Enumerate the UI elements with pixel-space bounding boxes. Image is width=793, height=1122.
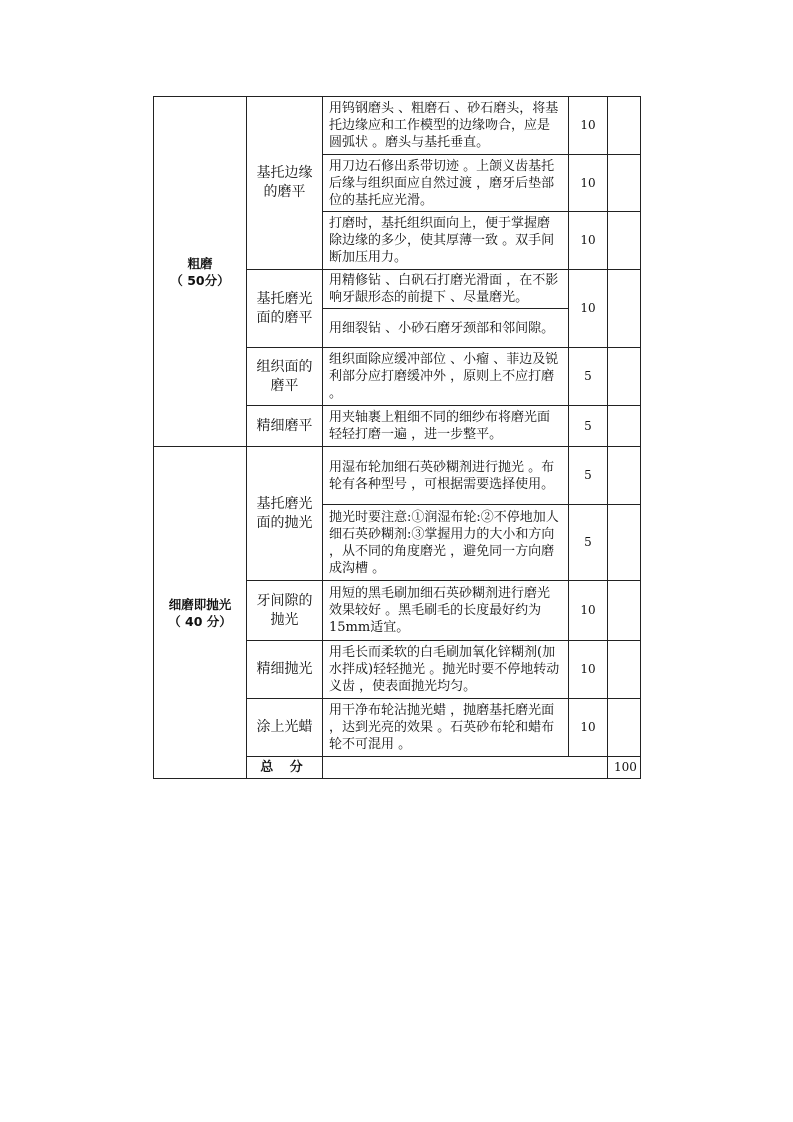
blank-cell — [608, 212, 641, 270]
category-fine-polishing — [154, 447, 247, 779]
total-score: 100 — [608, 757, 641, 779]
subitem-label: 基托磨光面的抛光 — [247, 447, 323, 581]
subitem-label: 基托边缘的磨平 — [247, 97, 323, 270]
category-rough-grinding — [154, 97, 247, 447]
subitem-label: 精细抛光 — [247, 641, 323, 699]
row-score: 5 — [569, 348, 608, 406]
blank-cell — [608, 447, 641, 505]
category-name: 细磨即抛光 — [168, 596, 232, 612]
row-score: 10 — [569, 581, 608, 641]
row-description: 用精修钻 、白矾石打磨光滑面 ，在不影响牙龈形态的前提下 、尽量磨光。 — [323, 270, 569, 309]
blank-cell — [608, 505, 641, 581]
row-description: 用毛长而柔软的白毛刷加氧化锌糊剂(加水拌成)轻轻抛光 。抛光时要不停地转动义齿 ，使表面抛光均匀。 — [323, 641, 569, 699]
grading-table — [153, 96, 641, 779]
blank-cell — [608, 581, 641, 641]
blank-cell — [608, 97, 641, 155]
total-label: 总 分 — [247, 757, 323, 779]
row-score: 10 — [569, 641, 608, 699]
subitem-label: 基托磨光面的磨平 — [247, 270, 323, 348]
category-name: 粗磨 — [187, 255, 213, 271]
table-row — [154, 447, 641, 505]
row-description: 抛光时要注意:①润湿布轮:②不停地加人细石英砂糊剂:③掌握用力的大小和方向 ，从不同的角度磨光 ，避免同一方向磨成沟槽 。 — [323, 505, 569, 581]
row-description: 用细裂钻 、小砂石磨牙颈部和邻间隙。 — [323, 309, 569, 348]
row-score: 10 — [569, 97, 608, 155]
blank-cell — [323, 757, 608, 779]
subitem-label: 涂上光蜡 — [247, 699, 323, 757]
subitem-label: 牙间隙的抛光 — [247, 581, 323, 641]
subitem-label: 组织面的磨平 — [247, 348, 323, 406]
row-description: 用刀边石修出系带切迹 。上颌义齿基托后缘与组织面应自然过渡 ，磨牙后垫部位的基托应光滑。 — [323, 155, 569, 212]
row-description: 用夹轴裹上粗细不同的细纱布将磨光面轻轻打磨一遍 ，进一步整平。 — [323, 406, 569, 447]
row-description: 用短的黑毛刷加细石英砂糊剂进行磨光效果较好 。黑毛刷毛的长度最好约为15mm适宜。 — [323, 581, 569, 641]
blank-cell — [608, 699, 641, 757]
row-description: 用干净布轮沾抛光蜡 ，抛磨基托磨光面 ，达到光亮的效果 。石英砂布轮和蜡布轮不可混用 。 — [323, 699, 569, 757]
row-score: 5 — [569, 505, 608, 581]
table-row — [154, 97, 641, 155]
blank-cell — [608, 348, 641, 406]
row-score: 10 — [569, 155, 608, 212]
row-description: 打磨时，基托组织面向上，便于掌握磨除边缘的多少，使其厚薄一致 。双手间断加压用力。 — [323, 212, 569, 270]
row-description: 用钨钢磨头 、粗磨石 、砂石磨头，将基托边缘应和工作模型的边缘吻合，应是圆弧状 。磨头与基托垂直。 — [323, 97, 569, 155]
row-description: 组织面除应缓冲部位 、小瘤 、菲边及锐利部分应打磨缓冲外 ，原则上不应打磨 。 — [323, 348, 569, 406]
category-points: （ 40 分） — [168, 613, 232, 629]
row-score: 10 — [569, 270, 608, 348]
row-description: 用湿布轮加细石英砂糊剂进行抛光 。布轮有各种型号 ，可根据需要选择使用。 — [323, 447, 569, 505]
row-score: 5 — [569, 447, 608, 505]
blank-cell — [608, 641, 641, 699]
blank-cell — [608, 406, 641, 447]
row-score: 5 — [569, 406, 608, 447]
blank-cell — [608, 155, 641, 212]
row-score: 10 — [569, 699, 608, 757]
row-score: 10 — [569, 212, 608, 270]
category-points: （ 50分） — [170, 272, 230, 288]
subitem-label: 精细磨平 — [247, 406, 323, 447]
blank-cell — [608, 270, 641, 348]
